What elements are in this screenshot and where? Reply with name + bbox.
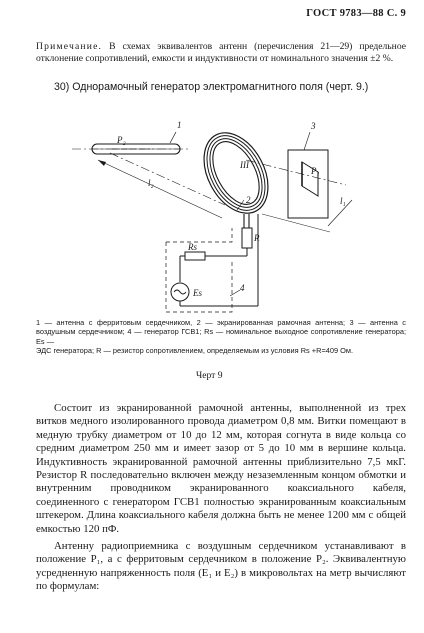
label-es: Es	[193, 288, 202, 298]
label-l1: l₁	[340, 196, 346, 206]
section-title: 30) Однорамочный генератор электромагнитного поля (черт. 9.)	[54, 81, 369, 93]
label-turns: III	[240, 160, 249, 170]
note-lead: Примечание.	[36, 41, 103, 52]
dim-l2	[98, 160, 222, 218]
note-text: В схемах эквивалентов антенн (перечисления 21—29) предельное отклонение сопротивлений, емкости и индуктивности от номинального значения ±2 %.	[36, 41, 406, 64]
air-core-antenna	[288, 150, 328, 218]
leader-3	[304, 132, 310, 150]
label-4: 4	[240, 283, 245, 293]
resistor-rs	[185, 252, 205, 260]
label-l2: l₂	[148, 178, 154, 188]
label-p1: P₁	[311, 166, 320, 176]
leader-1	[170, 132, 176, 143]
label-r: R	[254, 233, 260, 243]
arrow-l2-left	[98, 160, 106, 166]
resistor-r	[242, 228, 252, 248]
figure-caption	[36, 318, 406, 356]
body-paragraph-1: Состоит из экранированной рамочной антенны, выполненной из трех витков медного изолированного провода диаметром 0,8 мм. Витки помещают в медную трубку диаметром от 10 до 12 мм, которая согнута в виде кольца со средним диаметром 250 мм и имеет зазор от 5 до 10 мм в вершине кольца. Индуктивность экранированной рамочной антенны приблизительно 7,5 мкГ. Резистор R последовательно включен между незаземленным концом обмотки и внутренним проводником экранированного коаксиального кабеля, соединенного с генератором ГСВ1 полностью экранированным коаксиальным штекером. Длина коаксиального кабеля должна быть не менее 1200 мм с общей емкостью 120 пФ.	[36, 402, 406, 535]
loop-antenna	[191, 122, 281, 224]
label-rs: Rs	[188, 242, 197, 252]
caption-line-1: 1 — антенна с ферритовым сердечником, 2 — экранированная рамочная антенна; 3 — антенна с воздушным сердечником; 4 — генератор ГСВ1; Rs — номинальное выходное сопротивление генератора; Es —	[36, 318, 406, 346]
label-p2: P₂	[117, 135, 126, 145]
label-2: 2	[246, 195, 251, 205]
leader-4	[230, 290, 240, 296]
label-3: 3	[311, 121, 316, 131]
caption-line-2: ЭДС генератора; R — резистор сопротивлением, определяемым из условия Rs +R=409 Ом.	[36, 346, 354, 356]
figure-label: Черт 9	[196, 370, 223, 381]
label-1: 1	[177, 120, 182, 130]
page-header: ГОСТ 9783—88 С. 9	[306, 8, 406, 19]
body-text	[36, 402, 406, 594]
body-paragraph-2: Антенну радиоприемника с воздушным сердечником устанавливают в положение P₁, а с ферритовым сердечником в положение P₂. Эквивалентную усредненную напряженность поля (E₁ и E₂) в микровольтах на метр вычисляют по формулам:	[36, 540, 406, 593]
